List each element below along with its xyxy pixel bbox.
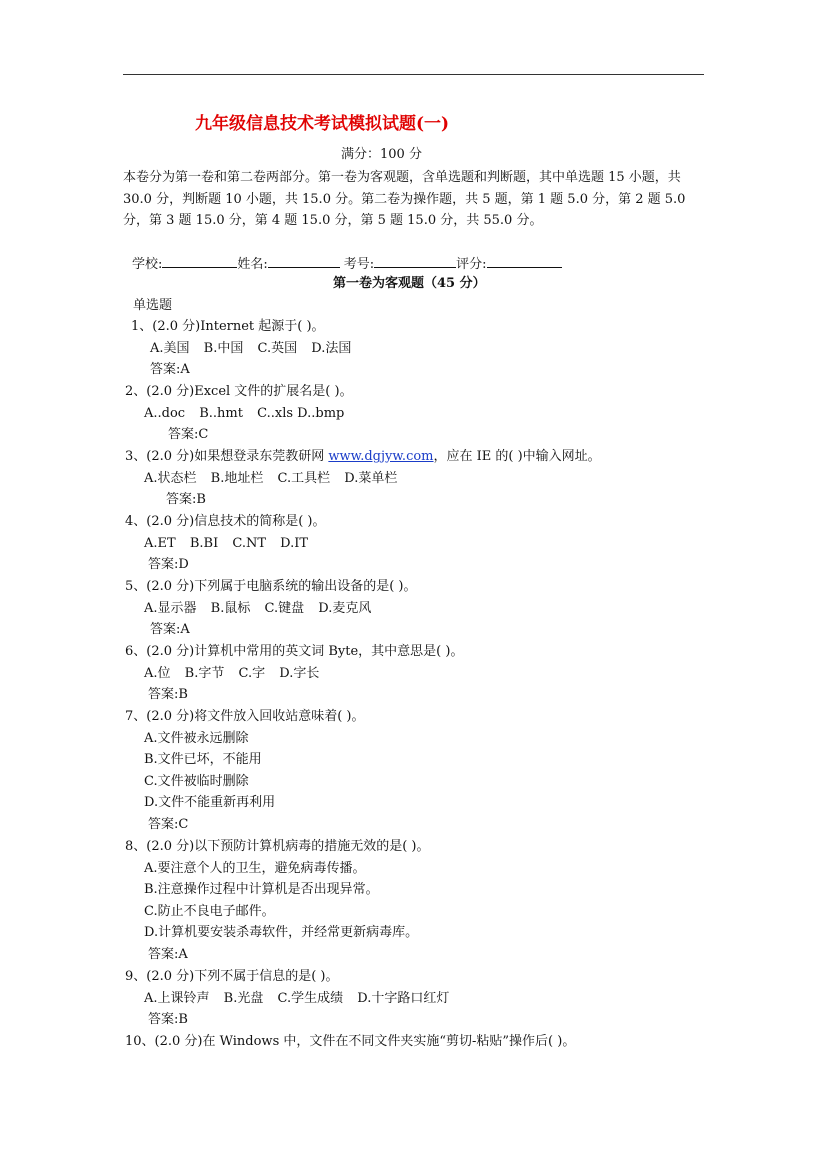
question-type: 单选题: [133, 298, 173, 313]
name-blank: [268, 255, 340, 268]
full-score: 满分：100 分: [341, 147, 422, 162]
answer-7: 答案:C: [148, 817, 189, 832]
question-6-options: [144, 666, 329, 682]
option: C.英国: [257, 341, 298, 356]
dgjyw-link[interactable]: www.dgjyw.com: [328, 449, 434, 464]
option: B.鼠标: [210, 601, 251, 616]
section-title: 第一卷为客观题（45 分）: [333, 276, 486, 291]
option: A.上课铃声: [144, 991, 210, 1006]
question-3-text-post: ，应在 IE 的( )中输入网址。: [433, 449, 601, 464]
grade-label: 评分:: [456, 257, 487, 272]
question-5-options: [144, 601, 381, 617]
option: A.美国: [150, 341, 190, 356]
option: D.IT: [280, 536, 309, 551]
option: B.BI: [189, 536, 219, 551]
option: B.光盘: [223, 991, 264, 1006]
question-1: 1、(2.0 分)Internet 起源于( )。: [131, 319, 325, 334]
answer-6: 答案:B: [148, 687, 188, 702]
option: A.位: [144, 666, 171, 681]
option: A.状态栏: [144, 471, 197, 486]
option: C..xls D..bmp: [257, 406, 345, 421]
exam-no-label: 考号:: [343, 257, 375, 272]
question-7-option-a: A.文件被永远删除: [144, 731, 249, 746]
question-7: 7、(2.0 分)将文件放入回收站意味着( )。: [125, 709, 365, 724]
option: B.中国: [203, 341, 244, 356]
question-2: 2、(2.0 分)Excel 文件的扩展名是( )。: [125, 384, 353, 399]
question-4-options: [144, 536, 318, 552]
page-title: 九年级信息技术考试模拟试题(一): [195, 114, 450, 134]
answer-2: 答案:C: [168, 427, 209, 442]
option: B.地址栏: [210, 471, 264, 486]
option: A..doc: [144, 406, 186, 421]
exam-no-blank: [374, 255, 456, 268]
option: D.菜单栏: [344, 471, 398, 486]
name-label: 姓名:: [237, 257, 268, 272]
option: D.字长: [279, 666, 320, 681]
question-10: 10、(2.0 分)在 Windows 中，文件在不同文件夹实施“剪切-粘贴”操作后( )。: [125, 1034, 576, 1049]
option: D.法国: [311, 341, 352, 356]
option: B.字节: [184, 666, 225, 681]
question-8-option-b: B.注意操作过程中计算机是否出现异常。: [144, 882, 379, 897]
question-8-option-c: C.防止不良电子邮件。: [144, 904, 275, 919]
student-info-line: [132, 255, 562, 273]
question-7-option-b: B.文件已坏，不能用: [144, 752, 262, 767]
question-3-text-pre: 3、(2.0 分)如果想登录东莞教研网: [125, 449, 329, 464]
option: C.学生成绩: [277, 991, 344, 1006]
school-blank: [162, 255, 237, 268]
option: B..hmt: [199, 406, 243, 421]
question-7-option-d: D.文件不能重新再利用: [144, 795, 276, 810]
grade-blank: [487, 255, 562, 268]
option: C.工具栏: [277, 471, 331, 486]
question-8-option-a: A.要注意个人的卫生，避免病毒传播。: [144, 861, 366, 876]
question-2-options: [144, 406, 354, 422]
question-6: 6、(2.0 分)计算机中常用的英文词 Byte，其中意思是( )。: [125, 644, 464, 659]
question-4: 4、(2.0 分)信息技术的简称是( )。: [125, 514, 326, 529]
answer-1: 答案:A: [150, 362, 190, 377]
question-3-options: [144, 471, 407, 487]
question-7-option-c: C.文件被临时删除: [144, 774, 249, 789]
answer-4: 答案:D: [148, 557, 189, 572]
answer-9: 答案:B: [148, 1012, 188, 1027]
option: C.字: [238, 666, 266, 681]
option: D.麦克风: [318, 601, 372, 616]
question-8: 8、(2.0 分)以下预防计算机病毒的措施无效的是( )。: [125, 839, 430, 854]
question-8-option-d: D.计算机要安装杀毒软件，并经常更新病毒库。: [144, 925, 419, 940]
option: C.NT: [232, 536, 267, 551]
question-9: 9、(2.0 分)下列不属于信息的是( )。: [125, 969, 339, 984]
answer-8: 答案:A: [148, 947, 188, 962]
question-5: 5、(2.0 分)下列属于电脑系统的输出设备的是( )。: [125, 579, 417, 594]
option: A.ET: [144, 536, 176, 551]
question-9-options: [144, 991, 459, 1007]
question-1-options: [150, 341, 361, 357]
question-3: [125, 449, 601, 465]
school-label: 学校:: [132, 257, 163, 272]
option: A.显示器: [144, 601, 197, 616]
header-rule: [123, 74, 704, 75]
answer-5: 答案:A: [150, 622, 190, 637]
option: D.十字路口红灯: [357, 991, 450, 1006]
answer-3: 答案:B: [166, 492, 206, 507]
option: C.键盘: [264, 601, 305, 616]
exam-intro: 本卷分为第一卷和第二卷两部分。第一卷为客观题，含单选题和判断题，其中单选题 15 小题，共 30.0 分，判断题 10 小题，共 15.0 分。第二卷为操作题，共 5 题，第 1 题 5.0 分，第 2 题 5.0 分，第 3 题 15.0 分，第 4 题 15.0 分，第 5 题 15.0 分，共 55.0 分。: [123, 170, 686, 228]
